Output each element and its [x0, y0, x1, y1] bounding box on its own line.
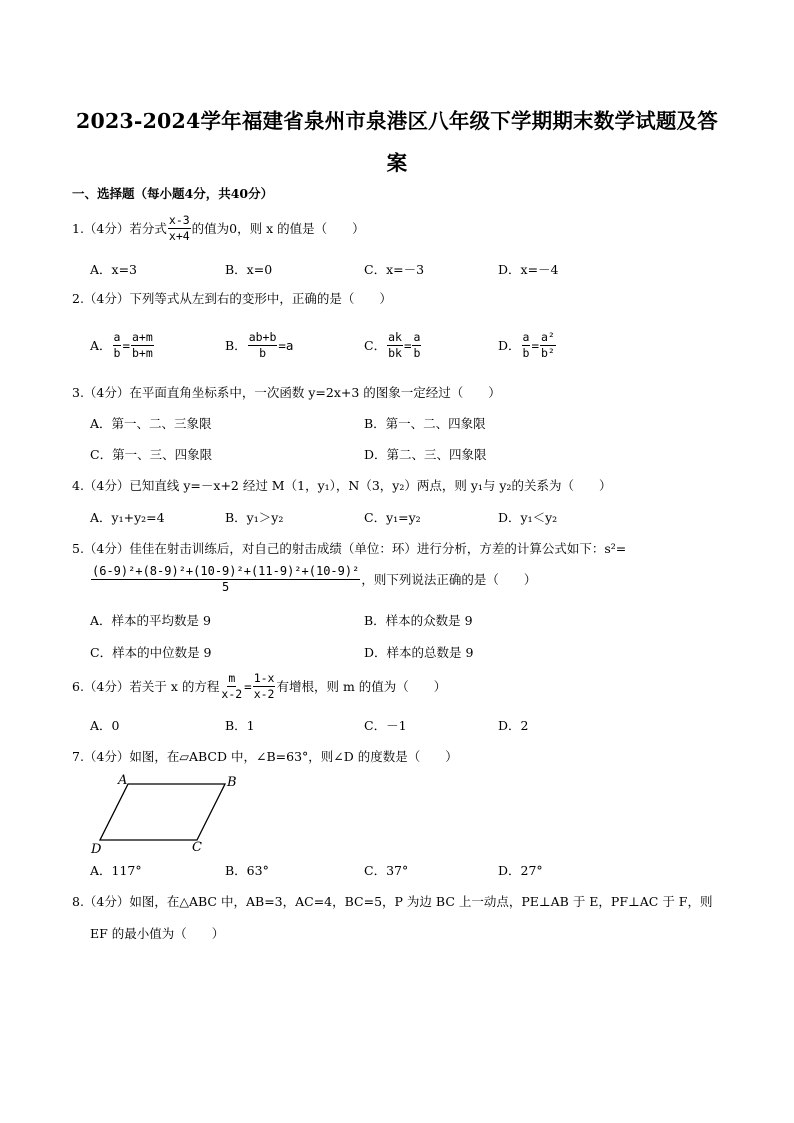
q5-option-c: C．样本的中位数是 9: [90, 645, 212, 660]
q2-c-den-right: b: [413, 346, 421, 360]
q5-option-b: B．样本的众数是 9: [364, 613, 473, 628]
q7-option-d: D．27°: [498, 863, 543, 878]
q2-a-eq: =: [122, 337, 130, 353]
q1-suffix: 的值为0，则 x 的值是（ ）: [191, 220, 365, 236]
q2-a-num-left: a: [113, 330, 121, 344]
q5-option-a: A．样本的平均数是 9: [90, 613, 211, 628]
q1-option-b: B．x=0: [225, 262, 273, 277]
q3-option-d: D．第二、三、四象限: [364, 447, 487, 462]
q2-b-den: b: [259, 346, 266, 360]
question-7: 7.（4分）如图，在▱ABCD 中，∠B=63°，则∠D 的度数是（ ）: [72, 749, 458, 764]
parallelogram-figure: [84, 770, 244, 856]
q2-c-frac-left: [387, 331, 403, 360]
question-6: [72, 672, 446, 701]
q6-suffix: 有增根，则 m 的值为（ ）: [276, 678, 447, 694]
q7-option-c: C．37°: [364, 863, 409, 878]
page-title: 2023-2024学年福建省泉州市泉港区八年级下学期期末数学试题及答: [76, 109, 718, 133]
q2-a-frac-left: [113, 331, 122, 360]
q2-option-a: [90, 331, 155, 360]
q2-d-frac-left: [522, 331, 531, 360]
q5-formula: [90, 565, 536, 594]
vertex-label-d: D: [91, 842, 102, 856]
q7-option-b: B．63°: [225, 863, 269, 878]
q3-option-b: B．第一、二、四象限: [364, 416, 486, 431]
question-1: [72, 214, 365, 243]
q2-b-frac: [248, 331, 278, 360]
q6-den-right: x-2: [253, 687, 275, 701]
q2-c-eq: =: [403, 337, 412, 353]
parallelogram-abcd: [100, 784, 225, 840]
q6-num-left: m: [228, 671, 236, 685]
q1-fraction-num: x-3: [168, 213, 190, 227]
q5-suffix: ，则下列说法正确的是（ ）: [361, 571, 537, 587]
q6-num-right: 1-x: [253, 671, 275, 685]
question-8: 8.（4分）如图，在△ABC 中，AB=3，AC=4，BC=5，P 为边 BC 上一动点，PE⊥AB 于 E，PF⊥AC 于 F，则: [72, 894, 713, 909]
q2-d-num-left: a: [522, 330, 530, 344]
q3-option-a: A．第一、二、三象限: [90, 416, 212, 431]
vertex-label-a: A: [118, 773, 128, 788]
question-2: 2.（4分）下列等式从左到右的变形中，正确的是（ ）: [72, 291, 392, 306]
q4-option-a: A．y₁+y₂=4: [90, 510, 165, 525]
q2-c-label: C．: [364, 337, 387, 353]
q2-a-den-left: b: [113, 346, 121, 360]
q2-b-label: B．: [225, 337, 247, 353]
q2-a-den-right: b+m: [132, 346, 153, 360]
q2-a-frac-right: [131, 331, 154, 360]
q6-option-a: A．0: [90, 718, 120, 733]
question-3: 3.（4分）在平面直角坐标系中，一次函数 y=2x+3 的图象一定经过（ ）: [72, 385, 501, 400]
q6-option-c: C．－1: [364, 718, 407, 733]
q1-option-c: C．x=－3: [364, 262, 425, 277]
q1-fraction-den: x+4: [168, 229, 190, 243]
q2-d-frac-right: [540, 331, 556, 360]
q6-option-b: B．1: [225, 718, 255, 733]
q6-frac-right: [253, 672, 276, 701]
q6-den-left: x-2: [221, 687, 243, 701]
page-title-continued: 案: [386, 151, 408, 175]
q2-b-num: ab+b: [248, 330, 277, 344]
q2-c-frac-right: [412, 331, 421, 360]
section-header: 一、选择题（每小题4分，共40分）: [72, 186, 274, 201]
q2-option-b: [225, 331, 293, 360]
q4-option-b: B．y₁＞y₂: [225, 510, 284, 525]
q7-option-a: A．117°: [90, 863, 142, 878]
q6-option-d: D．2: [498, 718, 529, 733]
q6-frac-left: [220, 672, 243, 701]
q2-d-den-left: b: [522, 346, 530, 360]
vertex-label-c: C: [192, 840, 202, 855]
q5-formula-den: 5: [222, 580, 230, 594]
q2-a-label: A．: [90, 337, 112, 353]
vertex-label-b: B: [227, 775, 237, 790]
q2-option-c: [364, 331, 422, 360]
q5-formula-num: (6-9)²+(8-9)²+(10-9)²+(11-9)²+(10-9)²: [92, 564, 360, 578]
q5-variance-fraction: [91, 565, 360, 594]
q2-option-d: [498, 331, 557, 360]
q2-c-den-left: bk: [388, 346, 402, 360]
q2-d-eq: =: [531, 337, 539, 353]
q1-fraction: [168, 214, 191, 243]
question-4: 4.（4分）已知直线 y=－x+2 经过 M（1，y₁），N（3，y₂）两点，则 y₁与 y₂的关系为（ ）: [72, 478, 612, 493]
q4-option-c: C．y₁=y₂: [364, 510, 421, 525]
q4-option-d: D．y₁＜y₂: [498, 510, 558, 525]
q2-b-eq: =a: [278, 337, 294, 353]
question-8-continued: EF 的最小值为（ ）: [90, 926, 225, 941]
q2-a-num-right: a+m: [132, 330, 153, 344]
q2-d-den-right: b²: [541, 346, 555, 360]
q6-prefix: 6.（4分）若关于 x 的方程: [72, 678, 220, 694]
q2-d-label: D．: [498, 337, 521, 353]
q6-eq: =: [244, 678, 252, 694]
question-5: 5.（4分）佳佳在射击训练后，对自己的射击成绩（单位：环）进行分析，方差的计算公式如下：s²=: [72, 541, 627, 556]
q1-option-d: D．x=－4: [498, 262, 559, 277]
q1-option-a: A．x=3: [90, 262, 138, 277]
q3-option-c: C．第一、三、四象限: [90, 447, 213, 462]
q2-c-num-right: a: [413, 330, 421, 344]
q5-option-d: D．样本的总数是 9: [364, 645, 474, 660]
q2-d-num-right: a²: [541, 330, 555, 344]
q2-c-num-left: ak: [388, 330, 402, 344]
q1-prefix: 1.（4分）若分式: [72, 220, 167, 236]
